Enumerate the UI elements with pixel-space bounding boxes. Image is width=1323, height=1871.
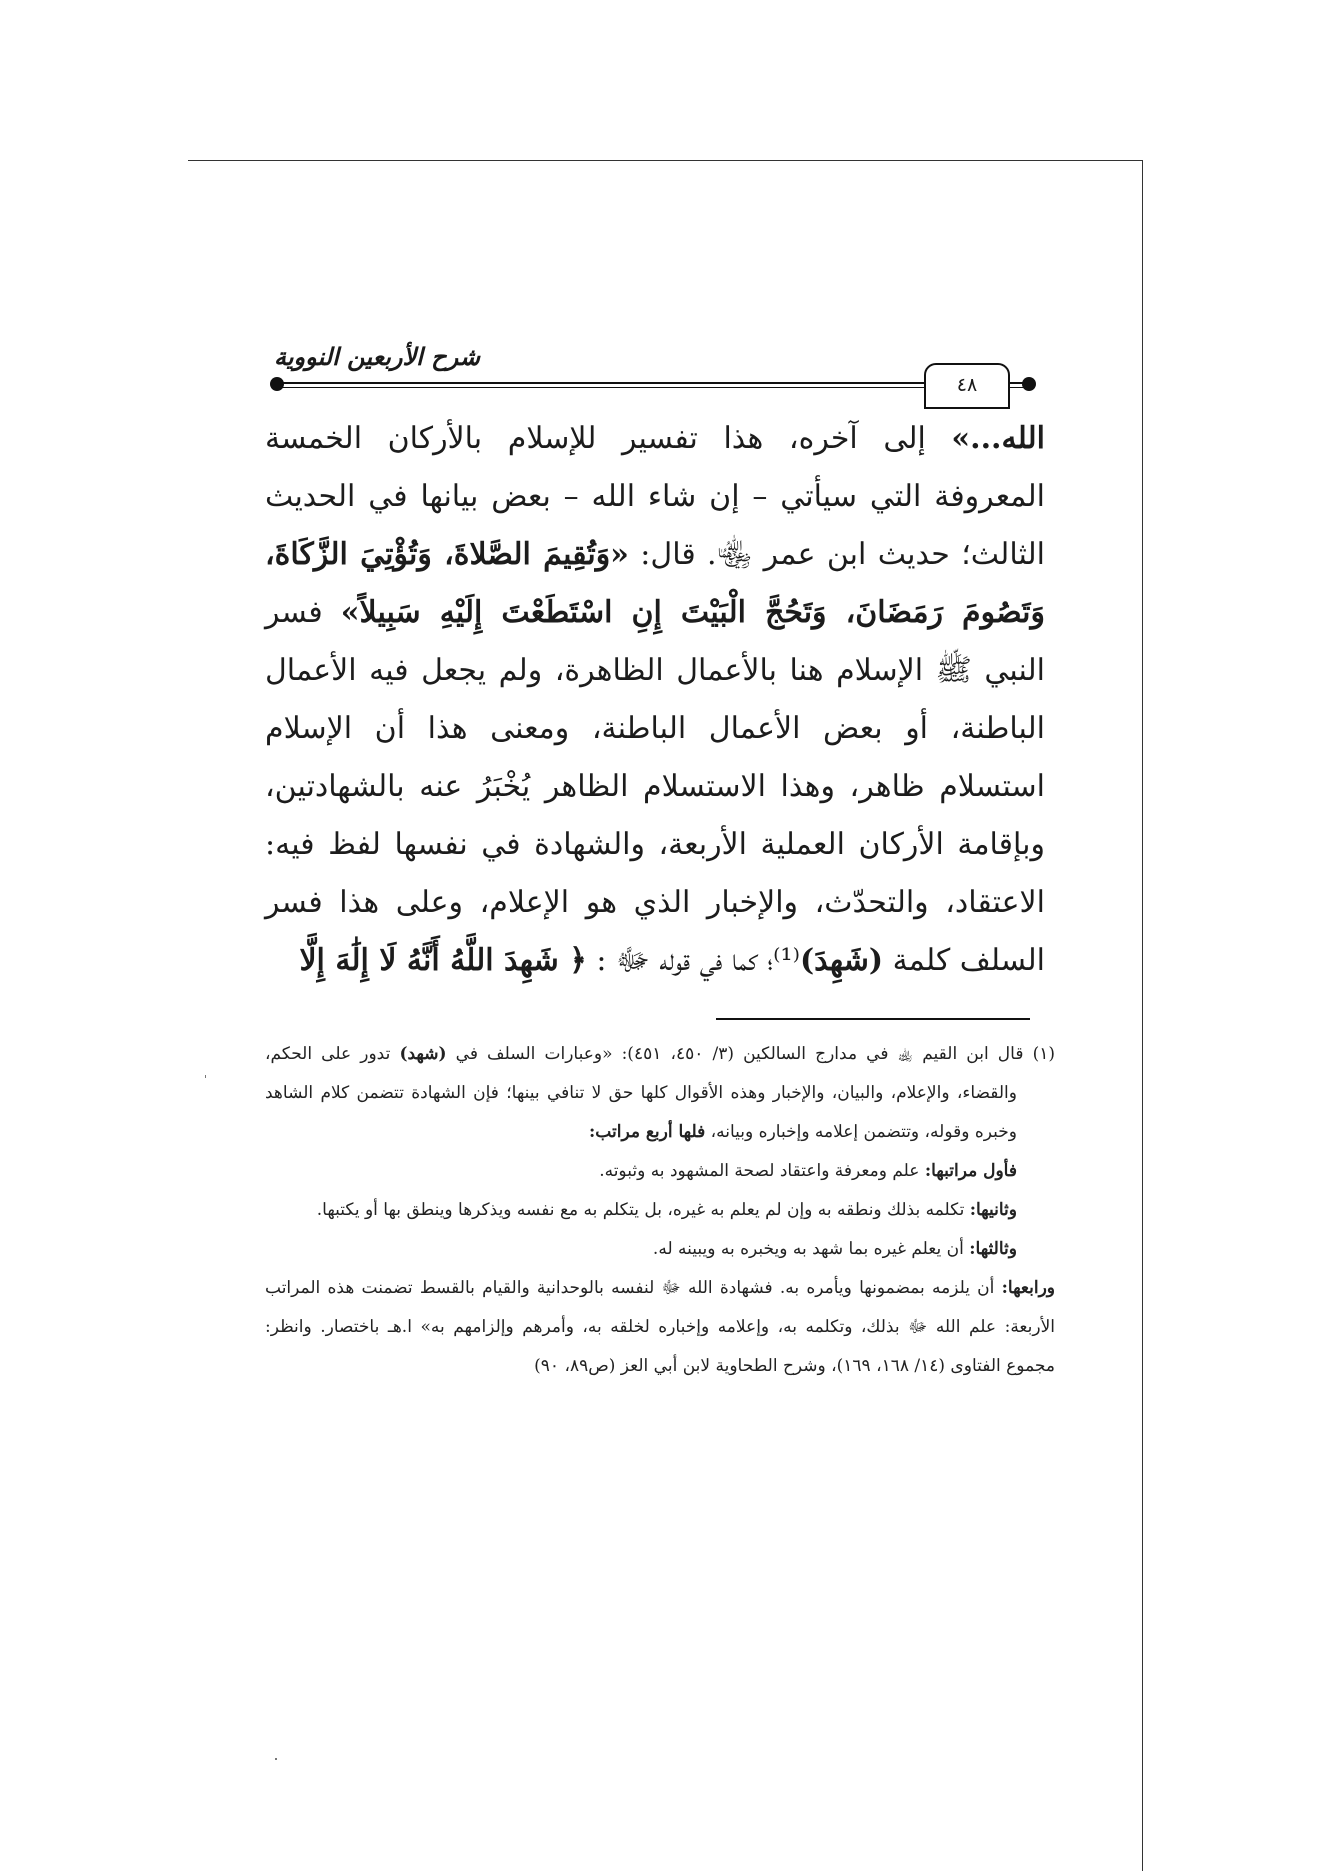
footnote-rank-3: وثالثها: أن يعلم غيره بما شهد به ويخبره به ويبينه له. bbox=[652, 1239, 1017, 1259]
page-number: ٤٨ bbox=[924, 363, 1010, 409]
footnote-separator bbox=[716, 1018, 1030, 1020]
footnote bbox=[265, 1035, 1055, 1386]
header-rule-thin bbox=[278, 387, 1028, 388]
quran-verse: ﴿ شَهِدَ اللَّهُ أَنَّهُ لَا إِلَٰهَ إِلَّا bbox=[299, 943, 587, 978]
hadith-quote: «وَتُقِيمَ الصَّلاةَ، وَتُؤْتِيَ الزَّكَاةَ، وَتَصُومَ رَمَضَانَ، وَتَحُجَّ الْبَيْتَ إِنِ اسْتَطَعْتَ إِلَيْهِ سَبِيلاً» bbox=[265, 537, 1045, 630]
scan-mark-left bbox=[205, 1075, 206, 1078]
book-title: شرح الأربعين النووية bbox=[274, 342, 481, 371]
scan-frame-top bbox=[188, 160, 1143, 161]
scan-speck bbox=[275, 1758, 277, 1760]
header-rule-thick bbox=[278, 382, 1028, 384]
hadith-text-end: الله...» bbox=[951, 421, 1045, 456]
running-header bbox=[270, 335, 1036, 395]
main-text bbox=[265, 410, 1045, 990]
footnote-rank-4: ورابعها: أن يلزمه بمضمونها ويأمره به. فشهادة الله ﷻ لنفسه بالوحدانية والقيام بالقسط تضمنت هذه المراتب الأربعة: علم الله ﷻ بذلك، وتكلمه به، وإعلامه وإخباره لخلقه به، وأمرهم وإلزامهم به» ا.هـ باختصار. وانظر: مجموع الفتاوى (١٤/ ١٦٨، ١٦٩)، وشرح الطحاوية لابن أبي العز (ص٨٩، ٩٠) bbox=[265, 1278, 1055, 1376]
footnote-rank-2: وثانيها: تكلمه بذلك ونطقه به وإن لم يعلم به غيره، بل يتكلم به مع نفسه ويذكرها وينطق بها أو يكتبها. bbox=[316, 1200, 1017, 1220]
footnote-intro: (١) قال ابن القيم ﵀ في مدارج السالكين (٣/ ٤٥٠، ٤٥١): «وعبارات السلف في (شهد) تدور على الحكم، والقضاء، والإعلام، والبيان، والإخبار وهذه الأقوال كلها حق لا تنافي بينها؛ فإن الشهادة تتضمن كلام الشاهد وخبره وقوله، وتتضمن إعلامه وإخباره وبيانه، فلها أربع مراتب: bbox=[265, 1044, 1055, 1142]
scan-frame-right bbox=[1142, 160, 1143, 1871]
body-paragraph bbox=[265, 410, 1045, 990]
body-text-end: ⁽¹⁾؛ كما في قوله ﷻ : bbox=[586, 943, 800, 978]
body-text: إلى آخره، هذا تفسير للإسلام بالأركان الخمسة المعروفة التي سيأتي – إن شاء الله – بعض بيانها في الحديث الثالث؛ حديث ابن عمر ﵄. قال: bbox=[265, 421, 1045, 572]
footnote-rank-1: فأول مراتبها: علم ومعرفة واعتقاد لصحة المشهود به وثبوته. bbox=[599, 1161, 1017, 1181]
header-ornament-dot-left bbox=[270, 377, 284, 391]
header-ornament-dot-right bbox=[1022, 377, 1036, 391]
body-text-cont: فسر النبي ﷺ الإسلام هنا بالأعمال الظاهرة، ولم يجعل فيه الأعمال الباطنة، أو بعض الأعمال الباطنة، ومعنى هذا أن الإسلام استسلام ظاهر، وهذا الاستسلام الظاهر يُخْبَرُ عنه بالشهادتين، وبإقامة الأركان العملية الأربعة، والشهادة في نفسها لفظ فيه: الاعتقاد، والتحدّث، والإخبار الذي هو الإعلام، وعلى هذا فسر السلف كلمة bbox=[265, 595, 1045, 978]
key-word: (شَهِدَ) bbox=[799, 943, 884, 978]
